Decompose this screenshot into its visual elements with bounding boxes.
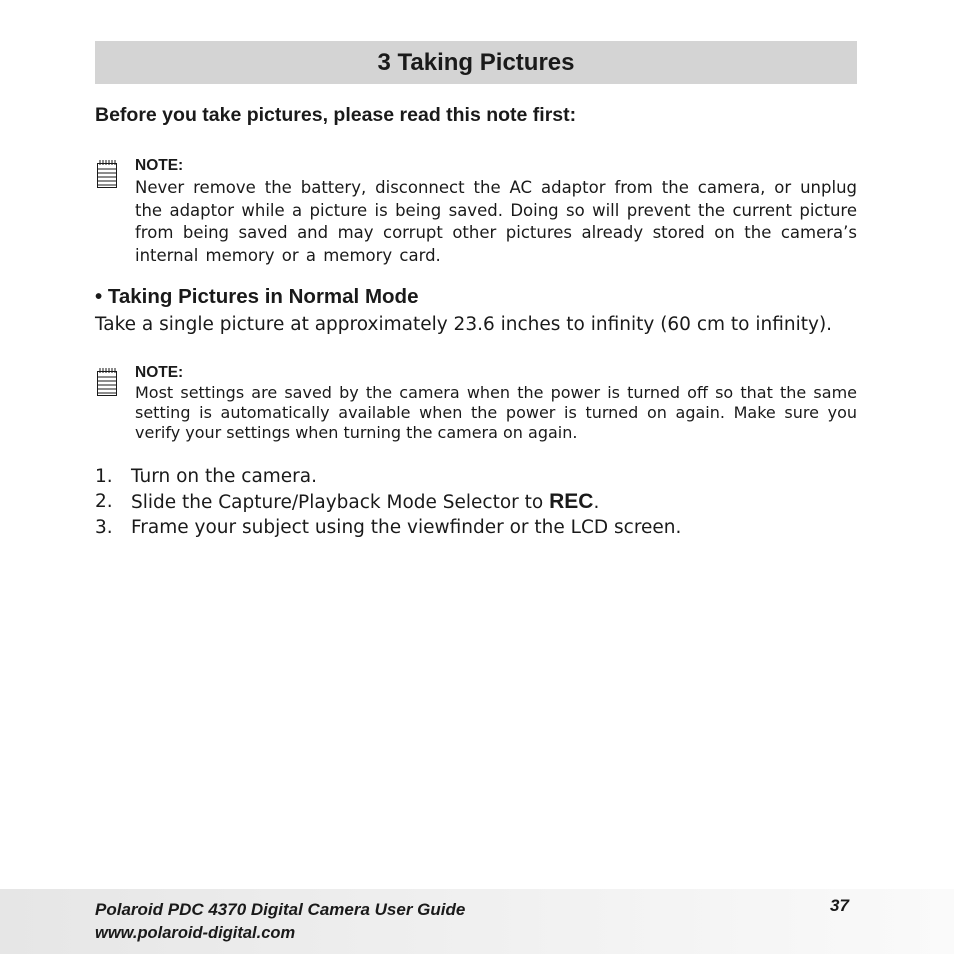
page-footer	[0, 889, 954, 954]
step-suffix: .	[593, 492, 600, 513]
steps-list	[95, 464, 857, 540]
footer-title: Polaroid PDC 4370 Digital Camera User Guide	[95, 900, 466, 919]
note-label: NOTE:	[135, 157, 184, 174]
chapter-title: 3 Taking Pictures	[377, 48, 575, 76]
notepad-icon	[97, 160, 117, 188]
intro-heading: Before you take pictures, please read this note first:	[95, 104, 577, 126]
note-text: Most settings are saved by the camera when the power is turned off so that the same setting is automatically available when the power is turned on again. Make sure you verify your settings when turning the camera on again.	[135, 383, 857, 442]
page-number: 37	[830, 896, 849, 915]
rec-mode-label: REC	[549, 490, 594, 513]
step-text: Turn on the camera.	[131, 466, 318, 487]
section-heading: • Taking Pictures in Normal Mode	[95, 285, 419, 308]
step-text: Frame your subject using the viewfinder or the LCD screen.	[131, 517, 682, 538]
list-item	[95, 464, 857, 489]
chapter-title-bar	[95, 41, 857, 84]
notepad-icon	[97, 368, 117, 396]
step-text: Slide the Capture/Playback Mode Selector to	[131, 492, 550, 513]
step-number: 1.	[95, 466, 113, 487]
section-body: Take a single picture at approximately 23.6 inches to infinity (60 cm to infinity).	[95, 314, 833, 335]
step-number: 3.	[95, 517, 113, 538]
note-label: NOTE:	[135, 364, 184, 381]
note-text: Never remove the battery, disconnect the AC adaptor from the camera, or unplug the adaptor while a picture is being saved. Doing so will prevent the current picture from being saved and may corrupt other pictures already stored on the camera’s internal memory or a memory card.	[135, 178, 857, 265]
list-item	[95, 489, 857, 515]
step-number: 2.	[95, 491, 113, 512]
list-item	[95, 515, 857, 540]
footer-url: www.polaroid-digital.com	[95, 924, 296, 942]
